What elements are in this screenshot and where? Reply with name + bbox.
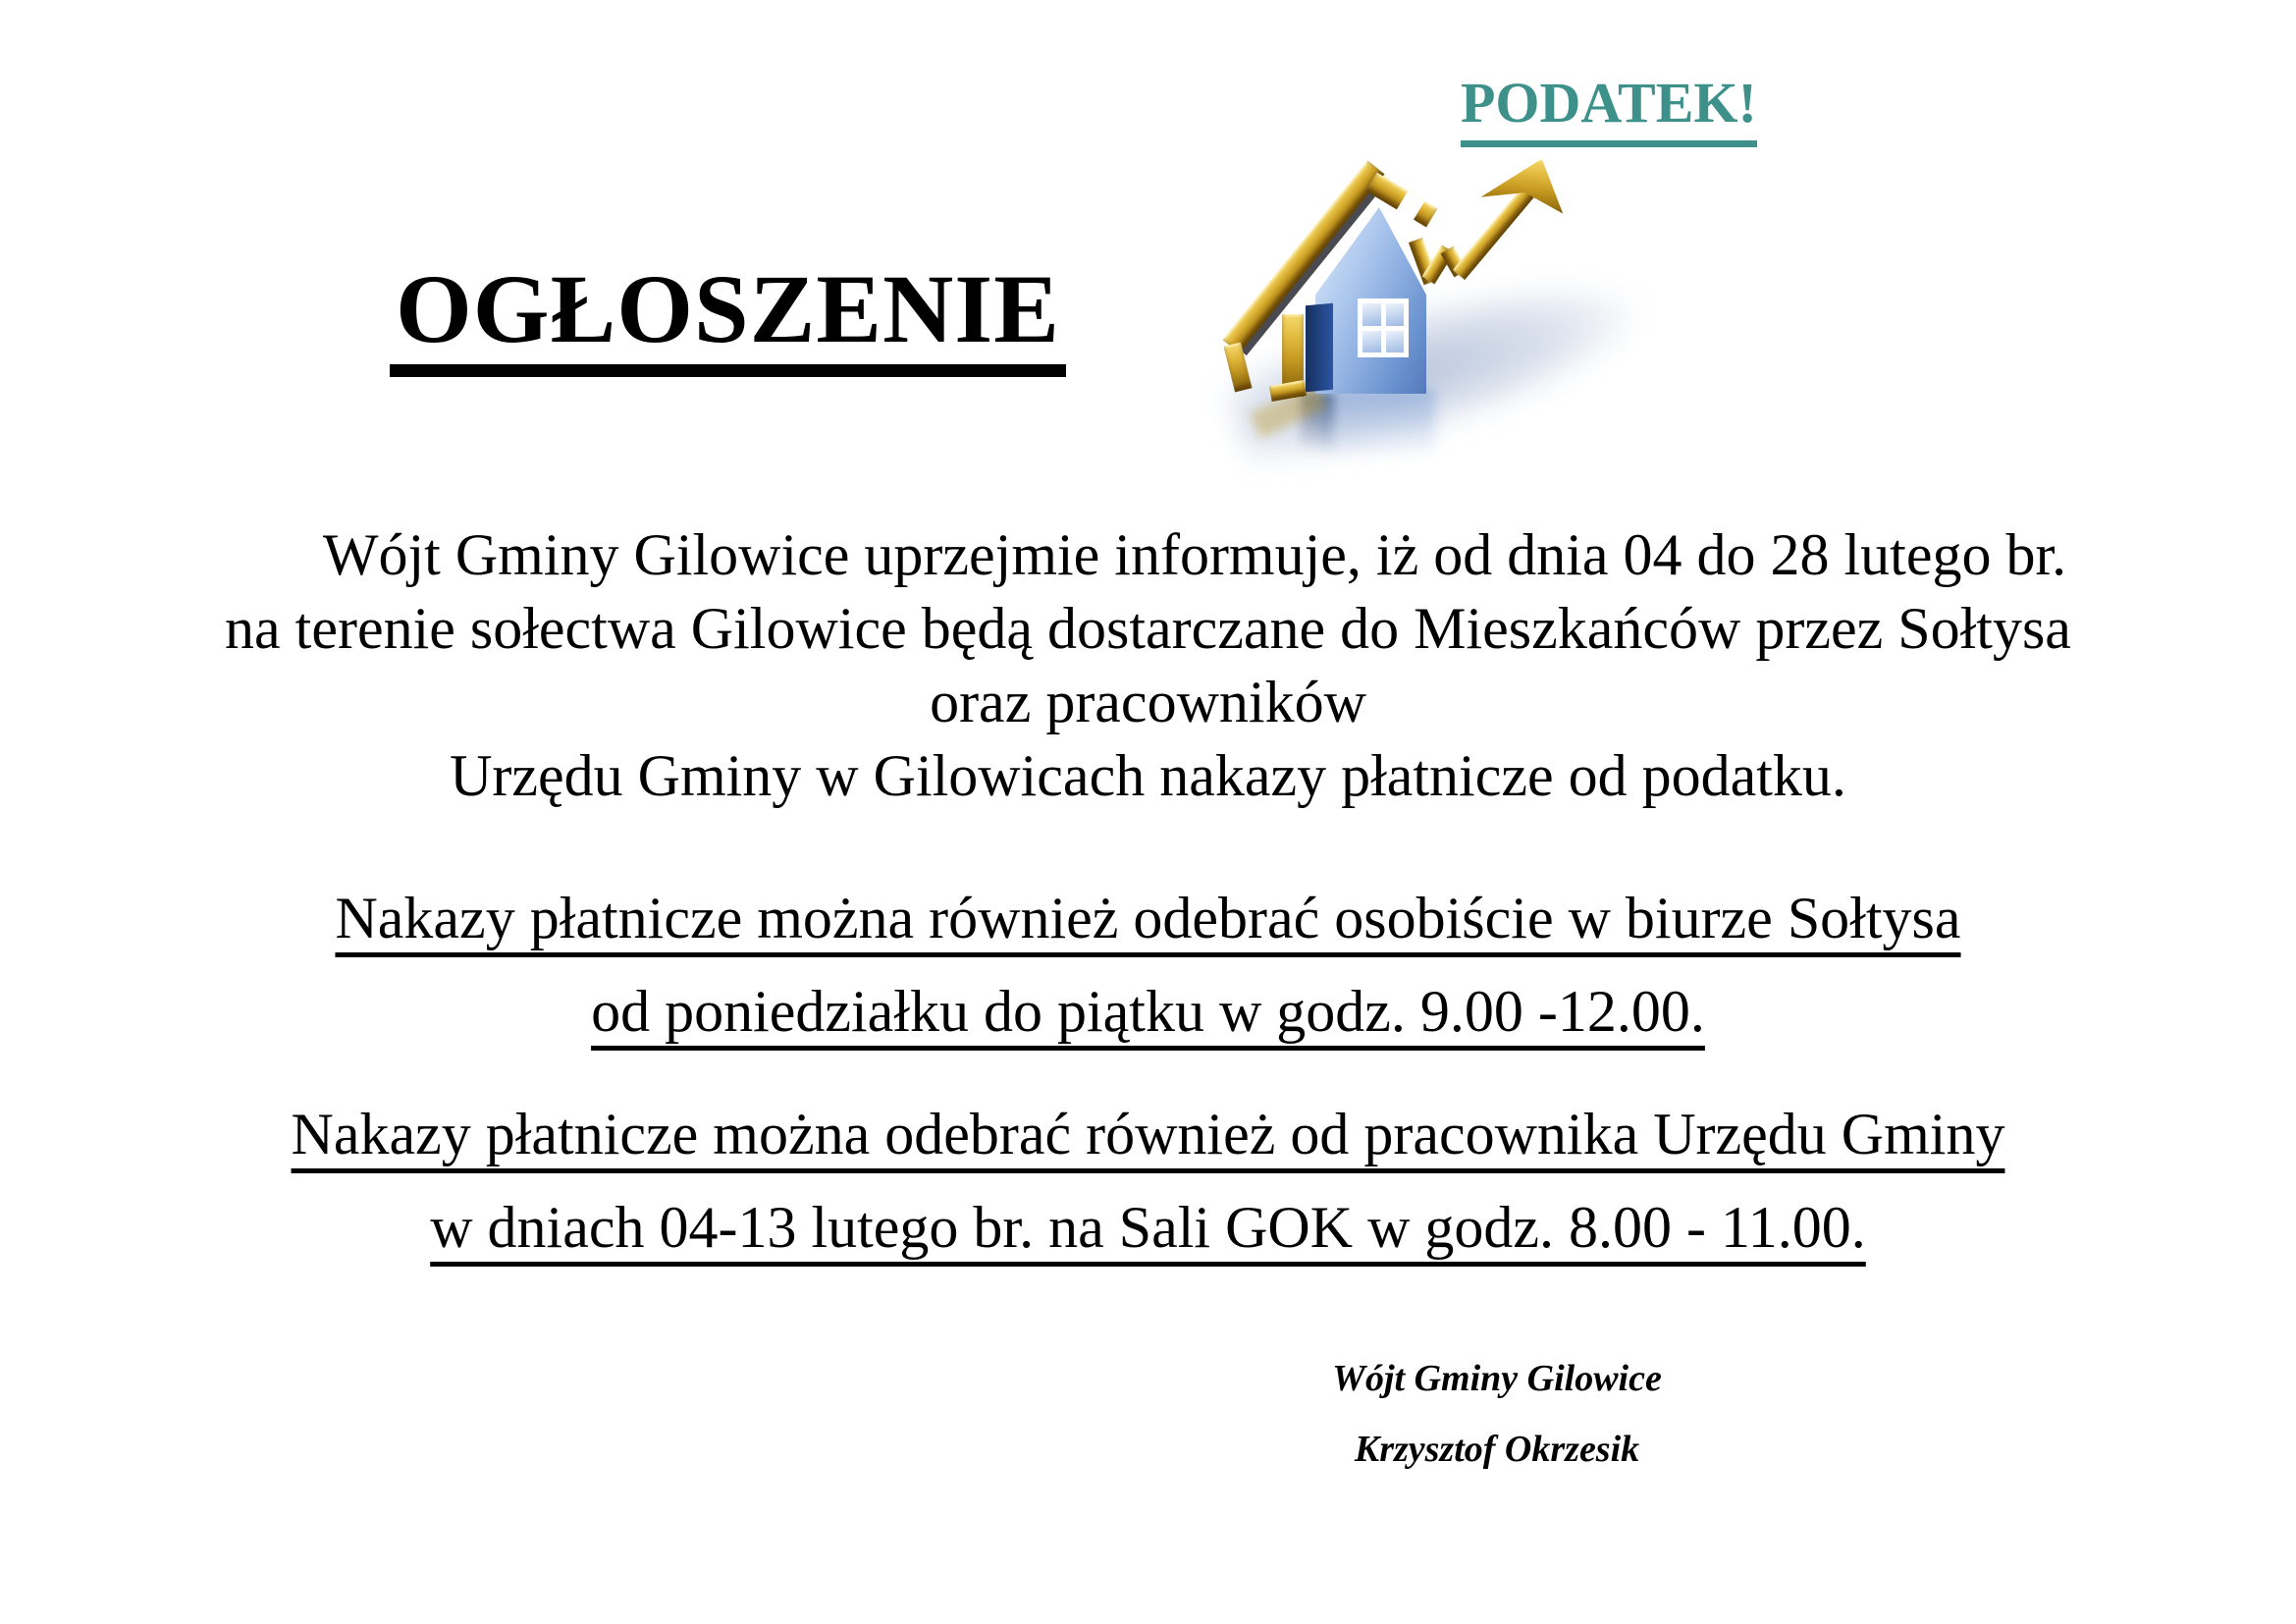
pickup-soltys-line-2: od poniedziałku do piątku w godz. 9.00 -12.00. bbox=[591, 979, 1705, 1044]
intro-paragraph bbox=[0, 518, 2296, 813]
signature-block bbox=[1232, 1343, 1762, 1485]
pickup-gok-line-2: w dniach 04-13 lutego br. na Sali GOK w godz. 8.00 - 11.00. bbox=[430, 1195, 1866, 1260]
house-with-rising-arrow-icon bbox=[1207, 155, 1659, 464]
intro-line-3: oraz pracowników bbox=[930, 670, 1366, 734]
signature-name: Krzysztof Okrzesik bbox=[1354, 1429, 1640, 1470]
intro-line-1: Wójt Gminy Gilowice uprzejmie informuje, iż od dnia 04 do 28 lutego br. bbox=[322, 522, 2067, 587]
graphic-house-door bbox=[1306, 303, 1333, 392]
page-title: OGŁOSZENIE bbox=[390, 260, 1066, 377]
intro-line-4: Urzędu Gminy w Gilowicach nakazy płatnicze od podatku. bbox=[450, 743, 1846, 808]
intro-line-2: na terenie sołectwa Gilowice będą dostarczane do Mieszkańców przez Sołtysa bbox=[225, 596, 2071, 661]
pickup-soltys-paragraph bbox=[0, 872, 2296, 1058]
pickup-gok-paragraph bbox=[0, 1088, 2296, 1274]
tax-label: PODATEK! bbox=[1461, 75, 1757, 147]
graphic-house-reflection bbox=[1317, 389, 1435, 460]
pickup-gok-line-1: Nakazy płatnicze można odebrać również od pracownika Urzędu Gminy bbox=[291, 1102, 2005, 1166]
graphic-house-window bbox=[1358, 298, 1409, 357]
signature-role: Wójt Gminy Gilowice bbox=[1332, 1358, 1662, 1399]
pickup-soltys-line-1: Nakazy płatnicze można również odebrać osobiście w biurze Sołtysa bbox=[335, 886, 1961, 950]
